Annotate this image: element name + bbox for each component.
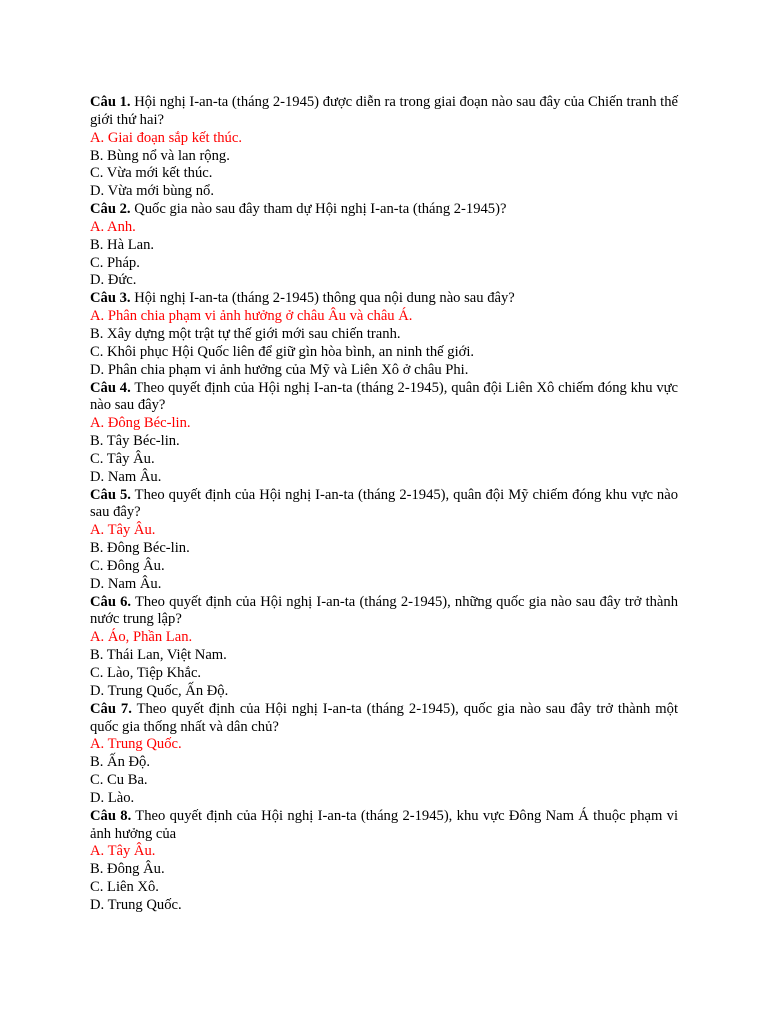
question-block xyxy=(90,701,678,808)
answer-option: C. Liên Xô. xyxy=(90,879,159,896)
question-text: Theo quyết định của Hội nghị I-an-ta (tháng 2-1945), quốc gia nào sau đây trở thành một quốc gia thống nhất và dân chủ? xyxy=(90,700,679,735)
question-block xyxy=(90,380,678,487)
answer-option: B. Tây Béc-lin. xyxy=(90,433,180,450)
answer-option: B. Thái Lan, Việt Nam. xyxy=(90,647,227,664)
answer-option: D. Trung Quốc, Ấn Độ. xyxy=(90,682,229,699)
answer-option: C. Tây Âu. xyxy=(90,450,155,467)
question-text: Hội nghị I-an-ta (tháng 2-1945) thông qua nội dung nào sau đây? xyxy=(134,290,515,307)
answer-option-correct: A. Giai đoạn sắp kết thúc. xyxy=(90,129,242,146)
question-stem xyxy=(90,290,678,308)
question-stem xyxy=(90,808,678,844)
answer-option: D. Phân chia phạm vi ảnh hưởng của Mỹ và Liên Xô ở châu Phi. xyxy=(90,361,469,378)
answer-option: D. Lào. xyxy=(90,789,135,806)
answer-option: D. Nam Âu. xyxy=(90,468,162,485)
answer-option-correct: A. Tây Âu. xyxy=(90,522,156,539)
answer-option-correct: A. Áo, Phần Lan. xyxy=(90,629,193,646)
question-text: Quốc gia nào sau đây tham dự Hội nghị I-an-ta (tháng 2-1945)? xyxy=(134,201,507,218)
answer-option: B. Xây dựng một trật tự thế giới mới sau chiến tranh. xyxy=(90,325,401,342)
question-block xyxy=(90,487,678,594)
question-label: Câu 7. xyxy=(90,700,132,717)
question-stem xyxy=(90,594,678,630)
answer-option: C. Lào, Tiệp Khắc. xyxy=(90,665,202,681)
answer-option: B. Đông Béc-lin. xyxy=(90,540,190,557)
question-text: Hội nghị I-an-ta (tháng 2-1945) được diễn ra trong giai đoạn nào sau đây của Chiến tranh thế giới thứ hai? xyxy=(90,94,678,128)
answer-option-correct: A. Tây Âu. xyxy=(90,843,156,860)
question-block xyxy=(90,808,678,915)
answer-option-correct: A. Đông Béc-lin. xyxy=(90,415,191,432)
question-label: Câu 5. xyxy=(90,486,131,503)
question-block xyxy=(90,594,678,701)
answer-option: C. Đông Âu. xyxy=(90,557,165,574)
question-text: Theo quyết định của Hội nghị I-an-ta (tháng 2-1945), quân đội Mỹ chiếm đóng khu vực nào sau đây? xyxy=(90,486,678,521)
question-label: Câu 6. xyxy=(90,593,132,610)
question-stem xyxy=(90,94,678,130)
answer-option: D. Đức. xyxy=(90,272,137,289)
answer-option: C. Khôi phục Hội Quốc liên để giữ gìn hòa bình, an ninh thế giới. xyxy=(90,343,475,360)
answer-option: B. Hà Lan. xyxy=(90,236,155,253)
answer-option: C. Vừa mới kết thúc. xyxy=(90,165,213,182)
question-text: Theo quyết định của Hội nghị I-an-ta (tháng 2-1945), những quốc gia nào sau đây trở thành nước trung lập? xyxy=(90,593,678,628)
question-block xyxy=(90,290,678,379)
question-stem xyxy=(90,701,678,737)
answer-option: D. Trung Quốc. xyxy=(90,896,182,913)
question-block xyxy=(90,94,678,201)
document-page xyxy=(90,94,678,915)
answer-option: B. Bùng nổ và lan rộng. xyxy=(90,147,230,164)
question-label: Câu 8. xyxy=(90,807,132,824)
question-stem xyxy=(90,380,678,416)
answer-option-correct: A. Trung Quốc. xyxy=(90,736,182,753)
answer-option-correct: A. Anh. xyxy=(90,218,136,235)
question-text: Theo quyết định của Hội nghị I-an-ta (tháng 2-1945), khu vực Đông Nam Á thuộc phạm vi ảnh hưởng của xyxy=(90,807,679,842)
question-stem xyxy=(90,201,678,219)
answer-option: D. Vừa mới bùng nổ. xyxy=(90,183,214,200)
question-text: Theo quyết định của Hội nghị I-an-ta (tháng 2-1945), quân đội Liên Xô chiếm đóng khu vực nào sau đây? xyxy=(90,379,679,414)
question-block xyxy=(90,201,678,290)
question-stem xyxy=(90,487,678,523)
question-label: Câu 4. xyxy=(90,379,131,396)
answer-option: C. Pháp. xyxy=(90,254,140,271)
answer-option: B. Ấn Độ. xyxy=(90,754,150,771)
answer-option: C. Cu Ba. xyxy=(90,772,148,789)
question-label: Câu 2. xyxy=(90,201,131,218)
answer-option: D. Nam Âu. xyxy=(90,575,162,592)
question-label: Câu 1. xyxy=(90,94,131,110)
answer-option-correct: A. Phân chia phạm vi ảnh hưởng ở châu Âu và châu Á. xyxy=(90,308,413,325)
question-label: Câu 3. xyxy=(90,290,131,307)
answer-option: B. Đông Âu. xyxy=(90,861,165,878)
